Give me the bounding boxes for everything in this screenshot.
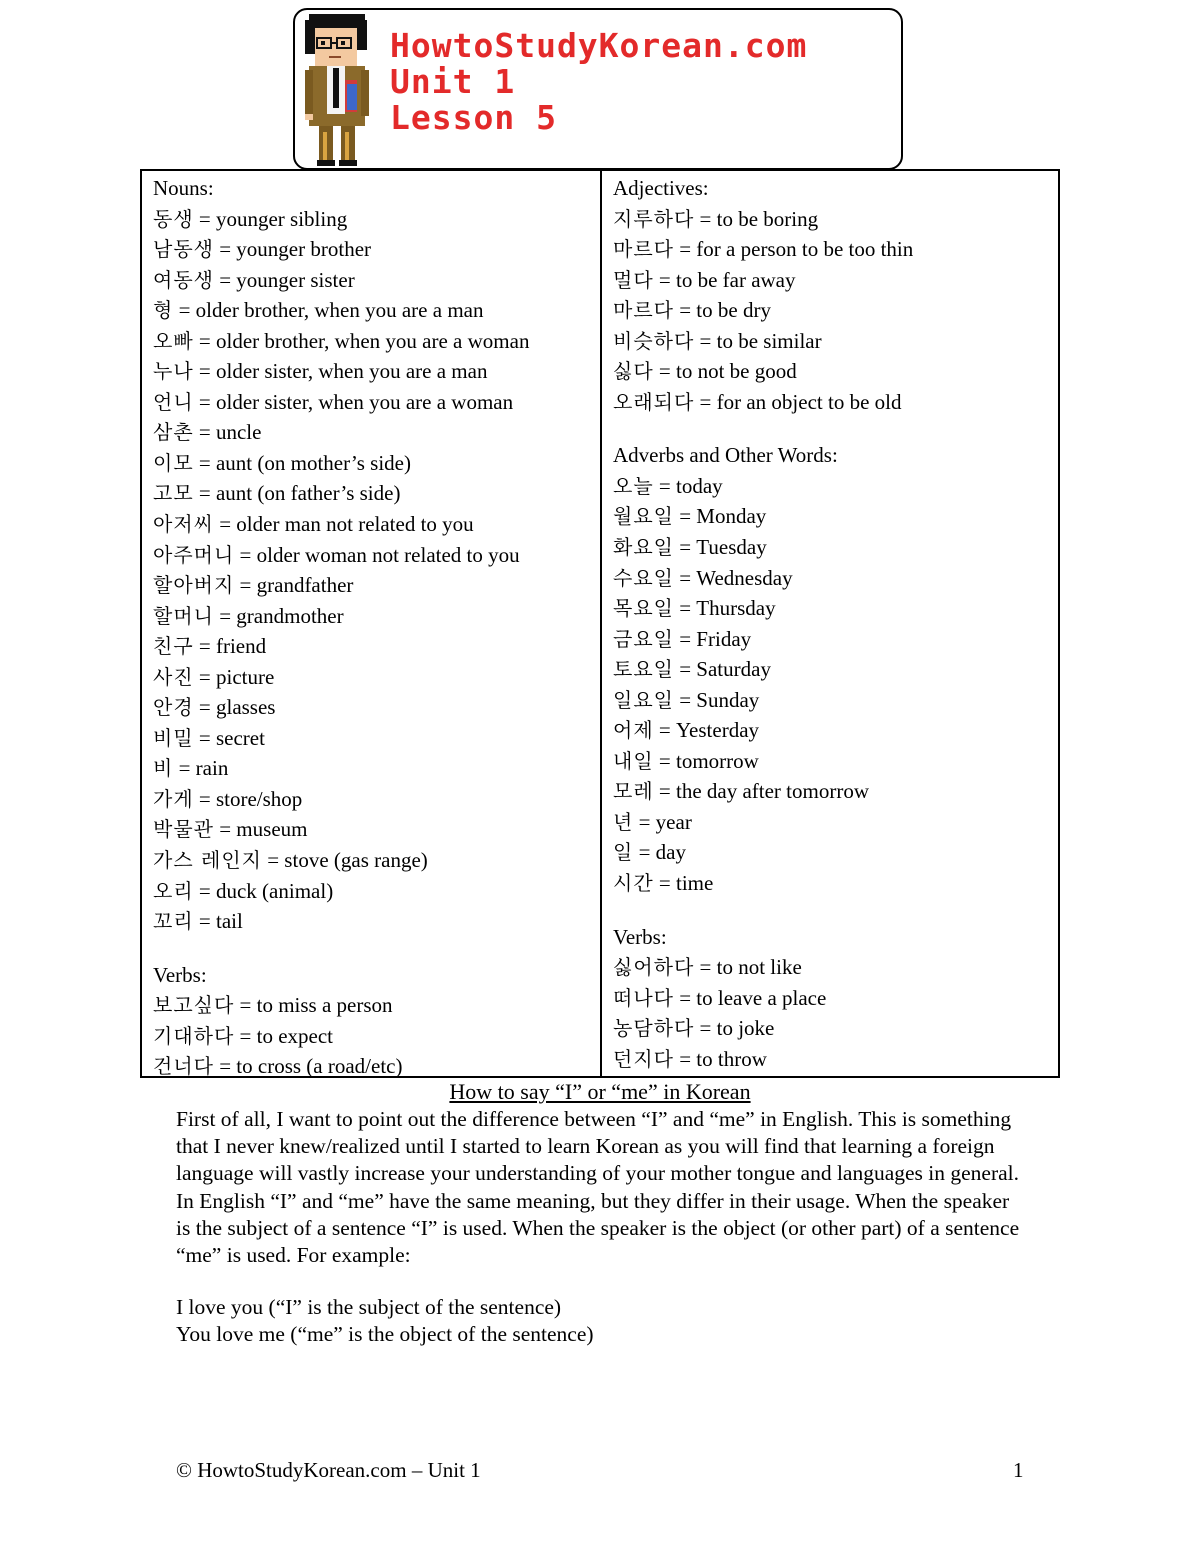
korean-word: 모레 [613, 779, 654, 804]
english-meaning: = to miss a person [234, 993, 393, 1018]
korean-word: 월요일 [613, 504, 674, 529]
english-meaning: = to leave a place [673, 985, 827, 1010]
english-meaning: = friend [193, 634, 267, 659]
vocab-entry [153, 814, 593, 845]
english-meaning: = year [633, 809, 692, 834]
korean-word: 아저씨 [153, 512, 214, 537]
english-meaning: = older man not related to you [213, 512, 474, 537]
english-meaning: = secret [193, 725, 265, 750]
english-meaning: = to not be good [653, 359, 797, 384]
vocab-entry [153, 784, 593, 815]
korean-word: 일 [613, 840, 634, 865]
english-meaning: = Yesterday [653, 718, 760, 743]
english-meaning: = museum [213, 817, 308, 842]
vocab-entry [153, 1051, 593, 1082]
english-meaning: = Sunday [673, 687, 760, 712]
korean-word: 오늘 [613, 473, 654, 498]
vocab-entry [153, 295, 593, 326]
english-meaning: = to expect [234, 1023, 334, 1048]
example-sentence-2: You love me (“me” is the object of the sentence) [176, 1322, 594, 1347]
korean-word: 삼촌 [153, 420, 194, 445]
korean-word: 지루하다 [613, 206, 695, 231]
vocab-column-left [153, 173, 593, 1082]
english-meaning: = day [633, 840, 686, 865]
korean-word: 가게 [153, 786, 194, 811]
korean-word: 목요일 [613, 596, 674, 621]
vocab-entry [613, 624, 1053, 655]
spacer [613, 899, 1053, 922]
vocab-entry [613, 501, 1053, 532]
vocab-entry [153, 570, 593, 601]
korean-word: 박물관 [153, 817, 214, 842]
vocab-entry [613, 387, 1053, 418]
korean-word: 수요일 [613, 565, 674, 590]
vocab-entry [613, 746, 1053, 777]
english-meaning: = Saturday [673, 657, 771, 682]
korean-word: 토요일 [613, 657, 674, 682]
korean-word: 할머니 [153, 603, 214, 628]
english-meaning: = older brother, when you are a woman [193, 328, 530, 353]
korean-word: 떠나다 [613, 985, 674, 1010]
korean-word: 사진 [153, 664, 194, 689]
vocab-entry [153, 326, 593, 357]
vocab-entry [613, 204, 1053, 235]
korean-word: 할아버지 [153, 573, 235, 598]
vocab-entry [613, 234, 1053, 265]
vocab-entry [613, 654, 1053, 685]
english-meaning: = older sister, when you are a man [193, 359, 488, 384]
english-meaning: = time [653, 871, 714, 896]
english-meaning: = to not like [694, 955, 802, 980]
footer-copyright: © HowtoStudyKorean.com – Unit 1 [176, 1458, 481, 1482]
vocab-entry [153, 990, 593, 1021]
english-meaning: = picture [193, 664, 275, 689]
english-meaning: = grandmother [213, 603, 344, 628]
vocab-entry [613, 776, 1053, 807]
english-meaning: = the day after tomorrow [653, 779, 869, 804]
vocab-entry [613, 983, 1053, 1014]
vocab-entry [153, 509, 593, 540]
korean-word: 내일 [613, 748, 654, 773]
vocab-entry [613, 807, 1053, 838]
english-meaning: = uncle [193, 420, 262, 445]
vocab-entry [613, 837, 1053, 868]
vocab-entry [613, 295, 1053, 326]
vocab-entry [153, 1021, 593, 1052]
vocab-entry [153, 448, 593, 479]
english-meaning: = Tuesday [673, 535, 767, 560]
english-meaning: = older brother, when you are a man [173, 298, 484, 323]
korean-word: 가스 레인지 [153, 848, 262, 873]
korean-word: 고모 [153, 481, 194, 506]
korean-word: 남동생 [153, 237, 214, 262]
korean-word: 건너다 [153, 1054, 214, 1079]
vocab-entry [153, 662, 593, 693]
banner-title [390, 28, 807, 136]
spacer [153, 937, 593, 960]
korean-word: 일요일 [613, 687, 674, 712]
english-meaning: = Monday [673, 504, 767, 529]
lesson-label: Lesson 5 [390, 98, 557, 137]
english-meaning: = to joke [694, 1016, 775, 1041]
english-meaning: = Thursday [673, 596, 776, 621]
korean-word: 시간 [613, 871, 654, 896]
english-meaning: = older woman not related to you [234, 542, 520, 567]
intro-paragraph: First of all, I want to point out the difference between “I” and “me” in English. This is something that I never knew/realized until I started to learn Korean as you will find that learning a foreign language will vastly increase your understanding of your mother tongue and languages in general. In English “I” and “me” have the same meaning, but they differ in their usage. When the speaker is the subject of a sentence “I” is used. When the speaker is the object (or other part) of a sentence “me” is used. For example: [176, 1107, 1020, 1268]
korean-word: 멀다 [613, 267, 654, 292]
category-heading: Nouns: [153, 176, 214, 200]
vocab-entry [613, 356, 1053, 387]
vocab-entry [153, 631, 593, 662]
category-heading: Verbs: [613, 924, 667, 949]
section-title: How to say “I” or “me” in Korean [449, 1079, 751, 1104]
english-meaning: = aunt (on father’s side) [193, 481, 401, 506]
vocab-entry [153, 906, 593, 937]
vocab-entry [613, 326, 1053, 357]
vocab-entry [153, 478, 593, 509]
vocab-entry [153, 265, 593, 296]
english-meaning: = to be similar [694, 328, 822, 353]
vocab-entry [153, 356, 593, 387]
english-meaning: = tomorrow [653, 748, 759, 773]
vocab-entry [153, 234, 593, 265]
unit-label: Unit 1 [390, 62, 516, 101]
english-meaning: = older sister, when you are a woman [193, 389, 514, 414]
vocab-entry [613, 868, 1053, 899]
english-meaning: = for an object to be old [694, 389, 902, 414]
vocab-entry [153, 204, 593, 235]
header-banner [293, 8, 903, 170]
vocab-entry [153, 601, 593, 632]
example-sentence-1: I love you (“I” is the subject of the sentence) [176, 1295, 562, 1319]
vocab-entry [153, 876, 593, 907]
vocab-entry [613, 532, 1053, 563]
english-meaning: = younger sibling [193, 206, 348, 231]
english-meaning: = aunt (on mother’s side) [193, 450, 411, 475]
korean-word: 여동생 [153, 267, 214, 292]
korean-word: 년 [613, 809, 634, 834]
english-meaning: = to cross (a road/etc) [213, 1054, 403, 1079]
category-heading: Verbs: [153, 962, 207, 987]
english-meaning: = younger brother [213, 237, 372, 262]
site-name: HowtoStudyKorean.com [390, 26, 808, 65]
spacer [613, 417, 1053, 440]
vocab-column-right [613, 173, 1053, 1074]
korean-word: 던지다 [613, 1046, 674, 1071]
korean-word: 형 [153, 298, 174, 323]
korean-word: 마르다 [613, 237, 674, 262]
korean-word: 싫다 [613, 359, 654, 384]
column-divider [600, 171, 602, 1076]
vocab-entry [613, 952, 1053, 983]
korean-word: 화요일 [613, 535, 674, 560]
korean-word: 오래되다 [613, 389, 695, 414]
english-meaning: = to be far away [653, 267, 796, 292]
vocab-entry [153, 387, 593, 418]
vocab-entry [153, 417, 593, 448]
english-meaning: = to throw [673, 1046, 767, 1071]
korean-word: 안경 [153, 695, 194, 720]
vocab-entry [613, 265, 1053, 296]
english-meaning: = to be boring [694, 206, 819, 231]
korean-word: 친구 [153, 634, 194, 659]
vocab-entry [613, 1044, 1053, 1075]
vocab-entry [153, 692, 593, 723]
english-meaning: = glasses [193, 695, 276, 720]
korean-word: 아주머니 [153, 542, 235, 567]
korean-word: 오빠 [153, 328, 194, 353]
vocab-entry [613, 593, 1053, 624]
korean-word: 보고싶다 [153, 993, 235, 1018]
english-meaning: = rain [173, 756, 229, 781]
korean-word: 농담하다 [613, 1016, 695, 1041]
vocab-entry [613, 563, 1053, 594]
korean-word: 이모 [153, 450, 194, 475]
korean-word: 꼬리 [153, 909, 194, 934]
english-meaning: = Friday [673, 626, 752, 651]
vocabulary-table [140, 169, 1060, 1078]
vocab-entry [153, 845, 593, 876]
vocab-entry [613, 715, 1053, 746]
vocab-entry [613, 1013, 1053, 1044]
category-heading: Adjectives: [613, 176, 709, 200]
korean-word: 어제 [613, 718, 654, 743]
vocab-entry [153, 753, 593, 784]
english-meaning: = today [653, 473, 723, 498]
korean-word: 비슷하다 [613, 328, 695, 353]
korean-word: 비밀 [153, 725, 194, 750]
korean-word: 금요일 [613, 626, 674, 651]
english-meaning: = duck (animal) [193, 878, 334, 903]
vocab-entry [613, 471, 1053, 502]
page-number: 1 [1013, 1458, 1024, 1482]
english-meaning: = for a person to be too thin [673, 237, 914, 262]
vocab-entry [613, 685, 1053, 716]
english-meaning: = tail [193, 909, 243, 934]
korean-word: 동생 [153, 206, 194, 231]
english-meaning: = younger sister [213, 267, 355, 292]
english-meaning: = to be dry [673, 298, 771, 323]
korean-word: 기대하다 [153, 1023, 235, 1048]
category-heading: Adverbs and Other Words: [613, 443, 838, 468]
english-meaning: = store/shop [193, 786, 303, 811]
korean-word: 비 [153, 756, 174, 781]
example-block [176, 1294, 1026, 1348]
korean-word: 싫어하다 [613, 955, 695, 980]
korean-word: 누나 [153, 359, 194, 384]
korean-word: 언니 [153, 389, 194, 414]
english-meaning: = grandfather [234, 573, 354, 598]
english-meaning: = stove (gas range) [261, 848, 428, 873]
vocab-entry [153, 540, 593, 571]
korean-word: 오리 [153, 878, 194, 903]
student-mascot-icon [301, 14, 373, 166]
vocab-entry [153, 723, 593, 754]
korean-word: 마르다 [613, 298, 674, 323]
english-meaning: = Wednesday [673, 565, 793, 590]
